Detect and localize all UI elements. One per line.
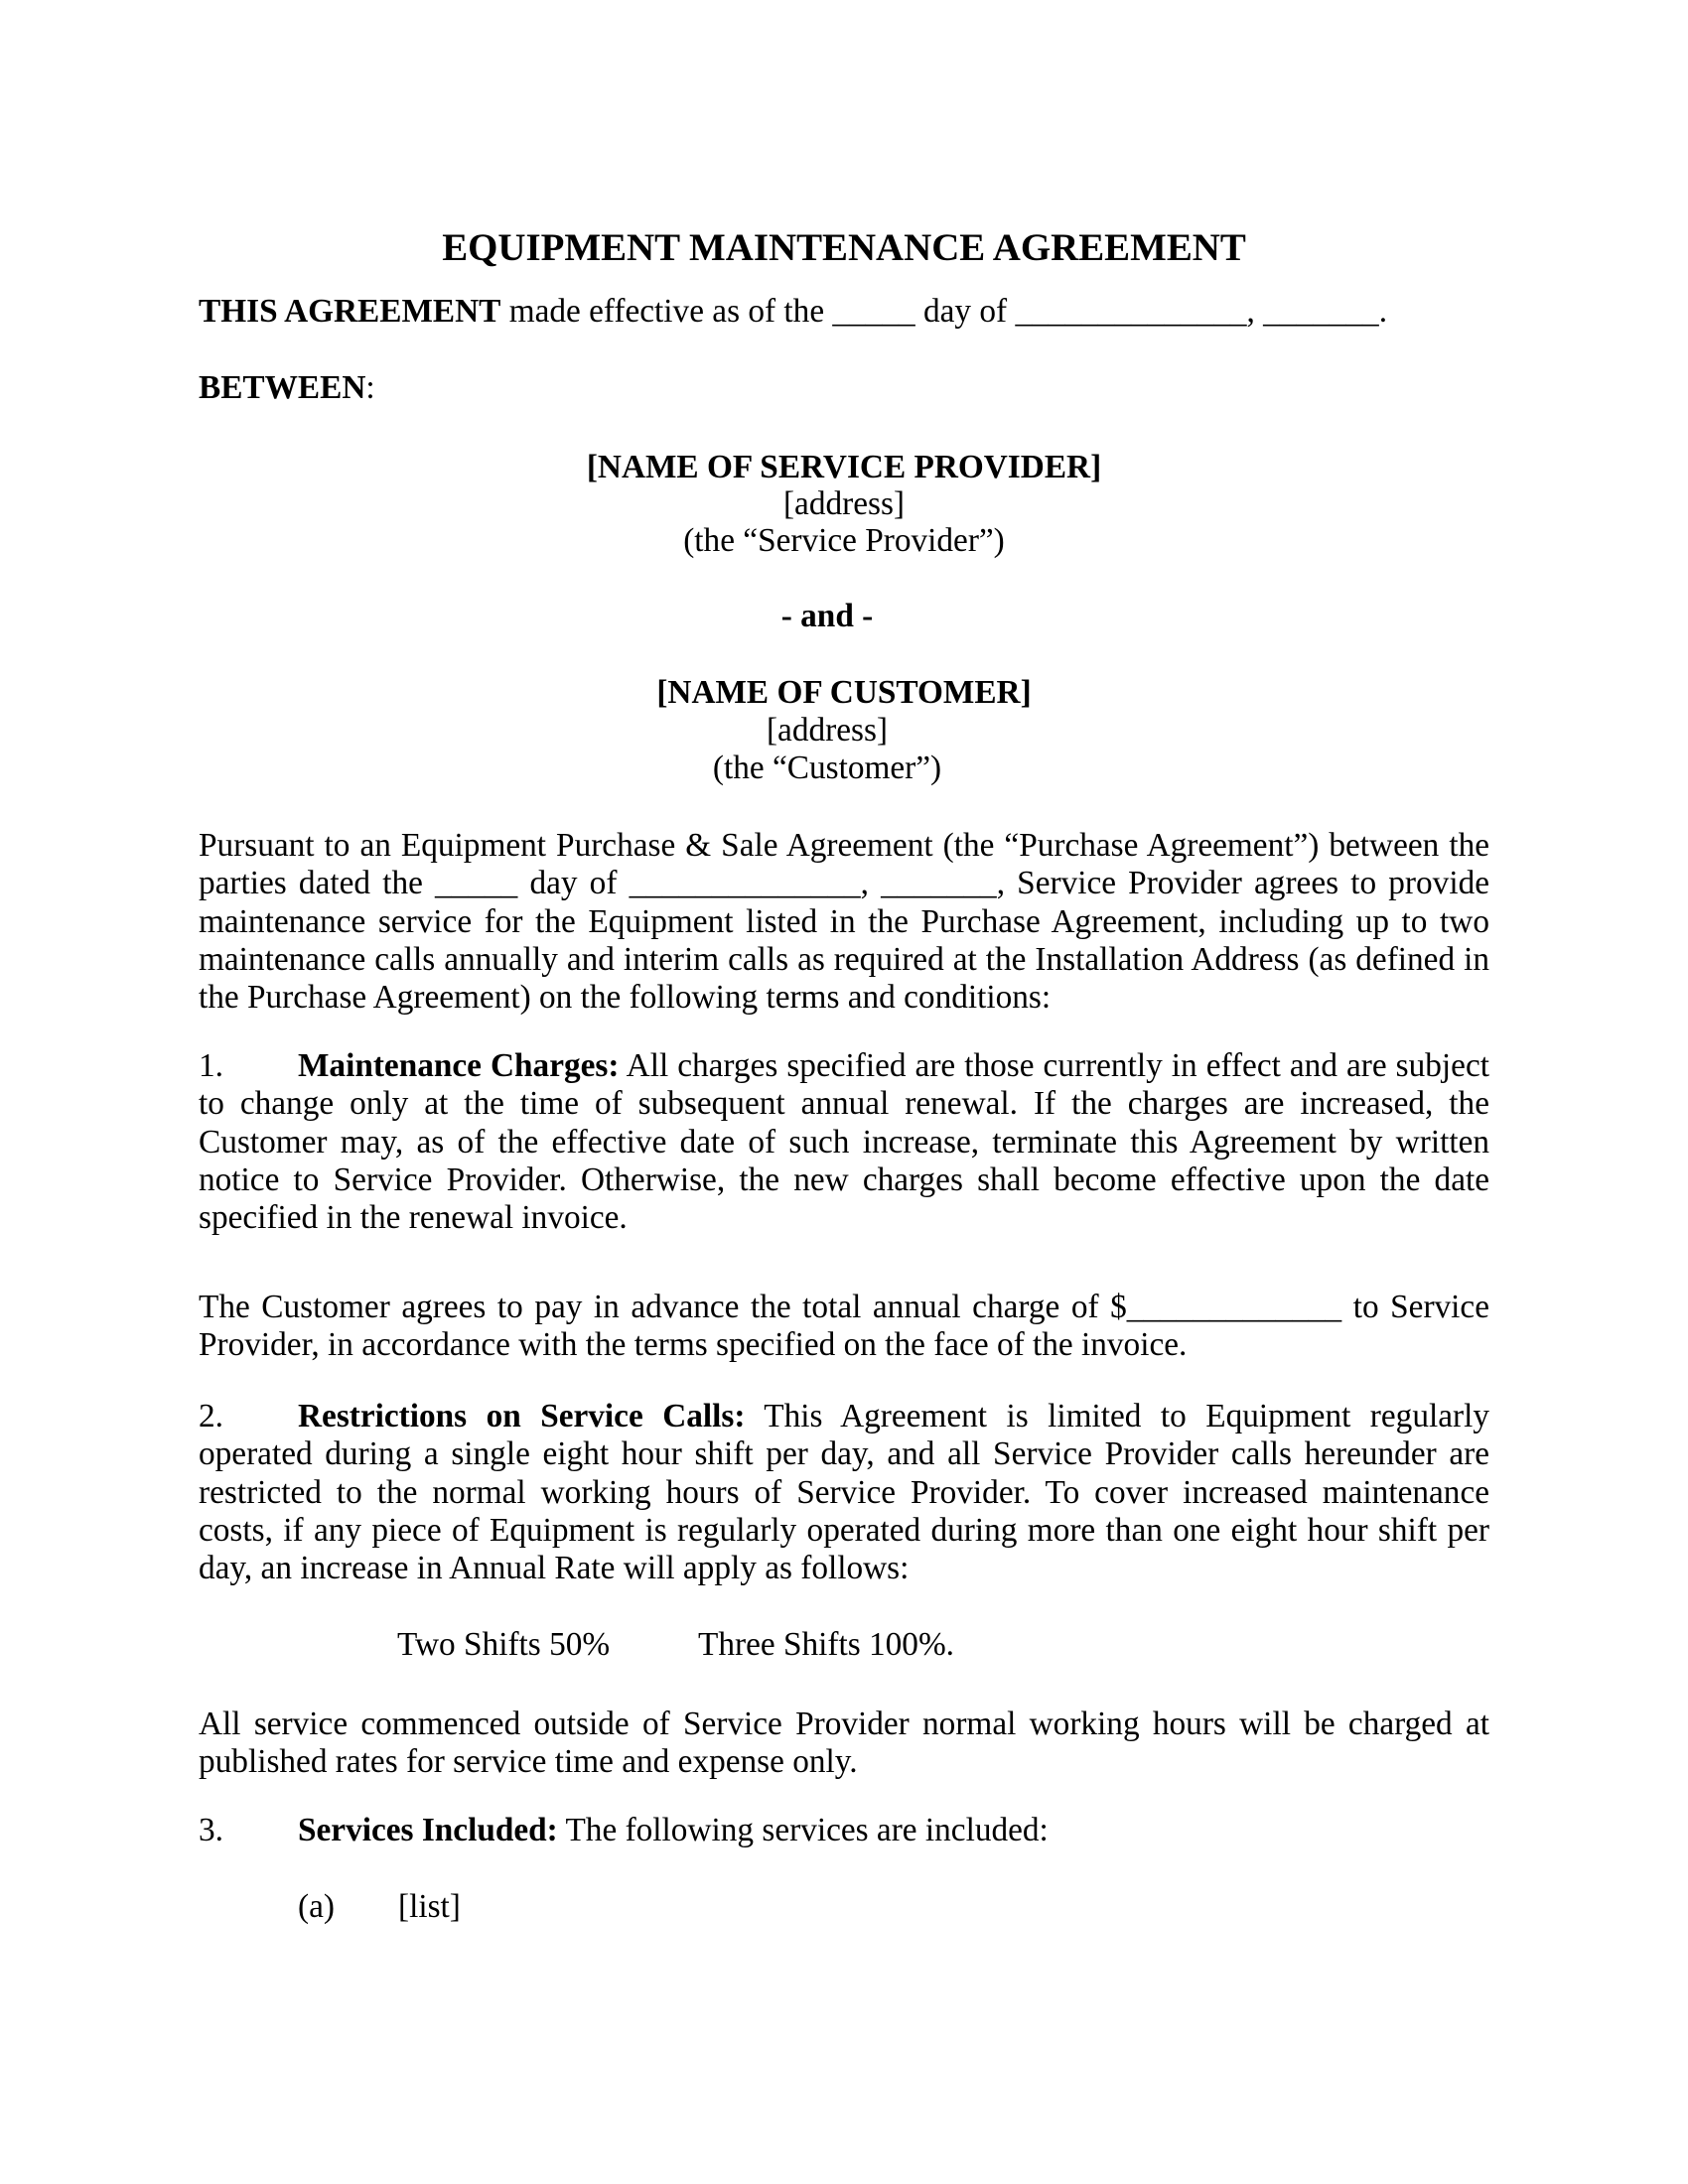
- customer-defined-as: (the “Customer”): [712, 750, 942, 786]
- and-separator: - and -: [780, 598, 874, 634]
- list-item: [298, 1888, 1489, 1926]
- recital-line: the Purchase Agreement) on the following terms and conditions:: [199, 979, 1052, 1017]
- recital-line: parties dated the _____ day of ______________, _______, Service Provider agrees to provide: [199, 865, 1489, 902]
- service-provider-address: [address]: [782, 485, 906, 522]
- section-line: to change only at the time of subsequent annual renewal. If the charges are increased, the: [199, 1085, 1489, 1123]
- section-line: operated during a single eight hour shift per day, and all Service Provider calls hereunder are: [199, 1435, 1489, 1473]
- section-heading: Restrictions on Service Calls:: [298, 1398, 746, 1434]
- annual-charge-line: Provider, in accordance with the terms specified on the face of the invoice.: [199, 1326, 1188, 1364]
- rate-label: Two Shifts: [397, 1626, 541, 1663]
- services-list: [298, 1888, 1489, 1926]
- annual-charge-paragraph: [199, 1289, 1489, 1365]
- section-number: 3.: [199, 1812, 223, 1848]
- recital-paragraph: [199, 827, 1489, 1017]
- section-line: day, an increase in Annual Rate will apply as follows:: [199, 1550, 910, 1587]
- customer-address: [address]: [766, 712, 889, 749]
- service-provider-name: [NAME OF SERVICE PROVIDER]: [586, 449, 1102, 485]
- section-line: Customer may, as of the effective date of such increase, terminate this Agreement by written: [199, 1123, 1489, 1160]
- section-line: restricted to the normal working hours of Service Provider. To cover increased maintenance: [199, 1473, 1489, 1511]
- section-2-first-line: [199, 1398, 1489, 1435]
- recital-line: maintenance service for the Equipment listed in the Purchase Agreement, including up to two: [199, 902, 1489, 940]
- document-title: EQUIPMENT MAINTENANCE AGREEMENT: [442, 226, 1246, 269]
- party-customer: [0, 674, 1688, 787]
- section-line: specified in the renewal invoice.: [199, 1199, 628, 1237]
- recital-line: Pursuant to an Equipment Purchase & Sale Agreement (the “Purchase Agreement”) between the: [199, 827, 1489, 864]
- section-first-line-text: [298, 1812, 1489, 1849]
- section-3-first-line: [199, 1812, 1489, 1849]
- intro-line: [199, 293, 1489, 331]
- service-provider-defined-as: (the “Service Provider”): [683, 522, 1005, 559]
- section-number: 1.: [199, 1047, 223, 1084]
- intro-lead: THIS AGREEMENT: [199, 293, 501, 330]
- rate-two-shifts: [397, 1626, 610, 1664]
- list-item-marker: (a): [298, 1888, 335, 1925]
- annual-charge-line: The Customer agrees to pay in advance the total annual charge of $_____________ to Service: [199, 1289, 1489, 1325]
- after-hours-line: published rates for service time and expense only.: [199, 1743, 858, 1781]
- rate-value: 100%.: [869, 1626, 955, 1663]
- section-number: 2.: [199, 1398, 223, 1434]
- section-text: This Agreement is limited to Equipment regularly: [745, 1398, 1489, 1434]
- between-colon: :: [365, 369, 375, 406]
- section-3-services-included: [199, 1812, 1489, 1849]
- section-heading: Maintenance Charges:: [298, 1047, 620, 1084]
- section-first-line-text: [298, 1047, 1489, 1085]
- between-label: BETWEEN: [199, 369, 366, 406]
- rate-three-shifts: [698, 1626, 954, 1664]
- section-1-first-line: [199, 1047, 1489, 1085]
- section-2-restrictions: [199, 1398, 1489, 1587]
- after-hours-paragraph: [199, 1706, 1489, 1782]
- party-service-provider: [0, 449, 1688, 559]
- rate-value: 50%: [549, 1626, 611, 1663]
- list-item-text: [list]: [398, 1888, 461, 1925]
- after-hours-line: All service commenced outside of Service Provider normal working hours will be charged at: [199, 1706, 1489, 1742]
- customer-name: [NAME OF CUSTOMER]: [656, 674, 1032, 711]
- section-text: The following services are included:: [557, 1812, 1049, 1848]
- section-line: costs, if any piece of Equipment is regularly operated during more than one eight hour shift per: [199, 1511, 1489, 1549]
- section-line: notice to Service Provider. Otherwise, the new charges shall become effective upon the date: [199, 1160, 1489, 1198]
- section-1-maintenance-charges: [199, 1047, 1489, 1237]
- section-text: All charges specified are those currently in effect and are subject: [619, 1047, 1489, 1084]
- section-heading: Services Included:: [298, 1812, 558, 1848]
- rate-label: Three Shifts: [698, 1626, 861, 1663]
- recital-line: maintenance calls annually and interim calls as required at the Installation Address (as defined in: [199, 940, 1489, 978]
- section-first-line-text: [298, 1398, 1489, 1435]
- between-heading: [199, 369, 1489, 407]
- intro-text: made effective as of the _____ day of ______________, _______.: [500, 293, 1388, 330]
